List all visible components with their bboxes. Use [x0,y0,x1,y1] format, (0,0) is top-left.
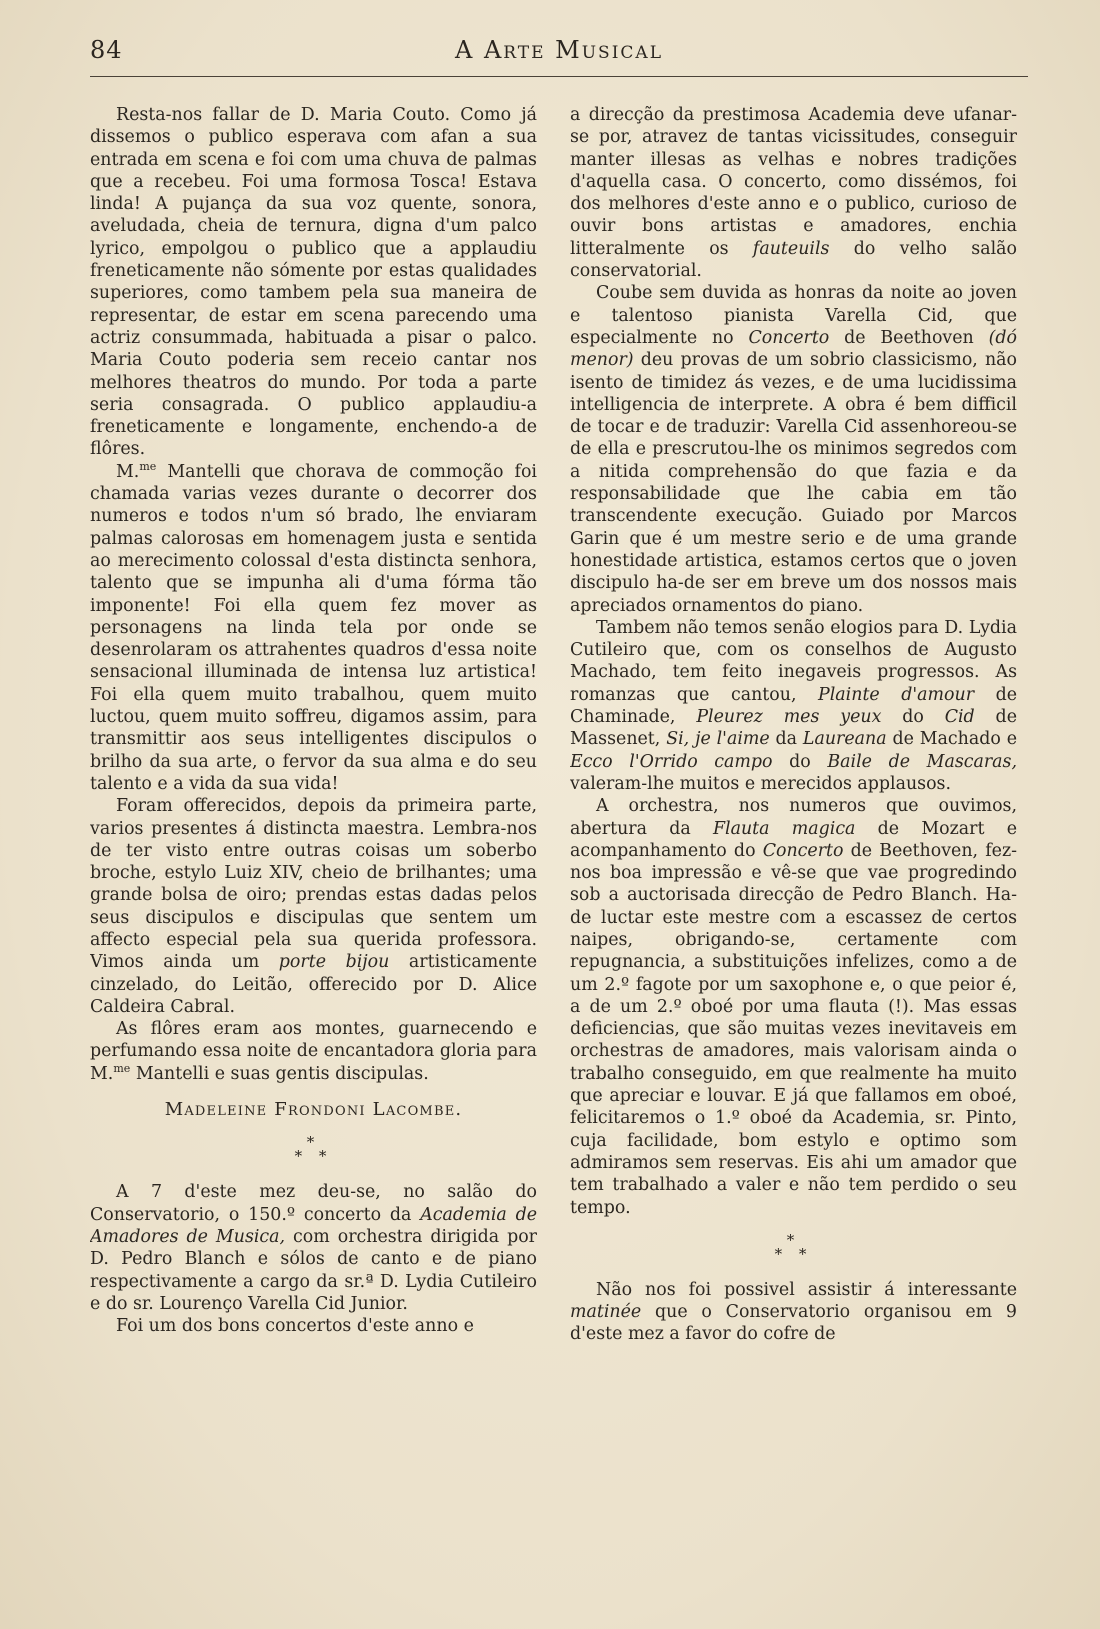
page-header [90,36,1028,76]
right-column [570,104,1017,1574]
paragraph: Foi um dos bons concertos d'este anno e [116,1316,474,1337]
paragraph: A 7 d'este mez deu-se, no salão do Conservatorio, o 150.º concerto da Academia de Amadores de Musica, com orchestra dirigida por D. Pedro Blanch e sólos de canto e de piano respectivamente a cargo da sr.ª D. Lydia Cutileiro e do sr. Lourenço Varella Cid Junior. [90,1182,537,1314]
author-signature: Madeleine Frondoni Lacombe. [164,1099,463,1121]
paragraph: Resta-nos fallar de D. Maria Couto. Como já dissemos o publico esperava com afan a sua entrada em scena e foi com uma chuva de palmas que a recebeu. Foi uma formosa Tosca! Estava linda! A pujança da sua voz quente, sonora, aveludada, cheia de ternura, digna d'um palco lyrico, empolgou o publico que a applaudiu freneticamente não sómente por estas qualidades superiores, como tambem pela sua maneira de representar, de estar em scena parecendo uma actriz consummada, habituada a pisar o palco. Maria Couto poderia sem receio cantar nos melhores theatros do mundo. Por toda a parte seria consagrada. O publico applaudiu-a freneticamente e longamente, enchendo-a de flôres. [90,105,537,460]
page-number: 84 [90,36,123,64]
paragraph: Coube sem duvida as honras da noite ao joven e talentoso pianista Varella Cid, que especialmente no Concerto de Beethoven (dó menor) deu provas de um sobrio classicismo, não isento de timidez ás vezes, e de uma lucidissima intelligencia de interprete. A obra é bem difficil de tocar e de traduzir: Varella Cid assenhoreou-se de ella e prescrutou-lhe os minimos segredos com a nitida comprehensão do que fazia e da responsabilidade que lhe cabia em tão transcendente execução. Guiado por Marcos Garin que é um mestre serio e de uma grande honestidade artistica, estamos certos que o joven discipulo ha-de ser em breve um dos nossos mais apreciados ornamentos do piano. [570,283,1017,616]
header-rule [90,76,1028,77]
paragraph: A orchestra, nos numeros que ouvimos, abertura da Flauta magica de Mozart e acompanhamento do Concerto de Beethoven, fez-nos boa impressão e vê-se que vae progredindo sob a auctorisada direcção de Pedro Blanch. Ha-de luctar este mestre com a escassez de certos naipes, obrigando-se, certamente com repugnancia, a substituições infelizes, como a de um 2.º fagote por um saxophone e, o que peior é, a de um 2.º oboé por uma flauta (!). Mas essas deficiencias, que são muitas vezes inevitaveis em orchestras de amadores, mais valorisam ainda o trabalho conseguido, em que realmente ha muito que apreciar e louvar. E já que fallamos em oboé, felicitaremos o 1.º oboé da Academia, sr. Pinto, cuja facilidade, bom estylo e optimo som admiramos sem reservas. Eis ahi um amador que tem trabalhado a valer e não tem perdido o seu tempo. [570,796,1017,1218]
paragraph: M.$^{me}$ Mantelli que chorava de commoção foi chamada varias vezes durante o decorrer dos numeros e todos n'um só brado, lhe enviaram palmas calorosas em homenagem justa e sentida ao merecimento colossal d'esta distincta senhora, talento que se impunha ali d'uma fórma tão imponente! Foi ella quem fez mover as personagens na linda tela por onde se desenrolaram os attrahentes quadros d'essa noite sensacional illuminada de intensa luz artistica! Foi ella quem muito trabalhou, quem muito luctou, quem muito soffreu, digamos assim, para transmittir aos seus intelligentes discipulos o brilho da sua arte, o fervor da sua alma e do seu talento e a vida da sua vida! [90,459,537,794]
paragraph: Foram offerecidos, depois da primeira parte, varios presentes á distincta maestra. Lembra-nos de ter visto entre outras coisas um soberbo broche, estylo Luiz XIV, cheio de brilhantes; uma grande bolsa de oiro; prendas estas dadas pelos seus discipulos e discipulas que sentem um affecto especial pela sua querida professora. Vimos ainda um porte bijou artisticamente cinzelado, do Leitão, offerecido por D. Alice Caldeira Cabral. [90,796,537,1017]
section-separator: * * * [774,1230,813,1263]
paragraph: As flôres eram aos montes, guarnecendo e perfumando essa noite de encantadora gloria para M.$^{me}$ Mantelli e suas gentis discipulas. [90,1019,537,1084]
paragraph: Tambem não temos senão elogios para D. Lydia Cutileiro que, com os conselhos de Augusto Machado, tem feito inegaveis progressos. As romanzas que cantou, Plainte d'amour de Chaminade, Pleurez mes yeux do Cid de Massenet, Si, je l'aime da Laureana de Machado e Ecco l'Orrido campo do Baile de Mascaras, valeram-lhe muitos e merecidos applausos. [570,617,1017,794]
paragraph: Não nos foi possivel assistir á interessante matinée que o Conservatorio organisou em 9 d'este mez a favor do cofre de [570,1279,1017,1345]
section-separator: * * * [294,1133,333,1166]
journal-title: A Arte Musical [454,36,663,64]
left-column [90,104,537,1574]
paragraph: a direcção da prestimosa Academia deve ufanar-se por, atravez de tantas vicissitudes, conseguir manter illesas as velhas e nobres tradições d'aquella casa. O concerto, como dissémos, foi dos melhores d'este anno e o publico, curioso de ouvir bons artistas e amadores, enchia litteralmente os fauteuils do velho salão conservatorial. [570,105,1017,282]
